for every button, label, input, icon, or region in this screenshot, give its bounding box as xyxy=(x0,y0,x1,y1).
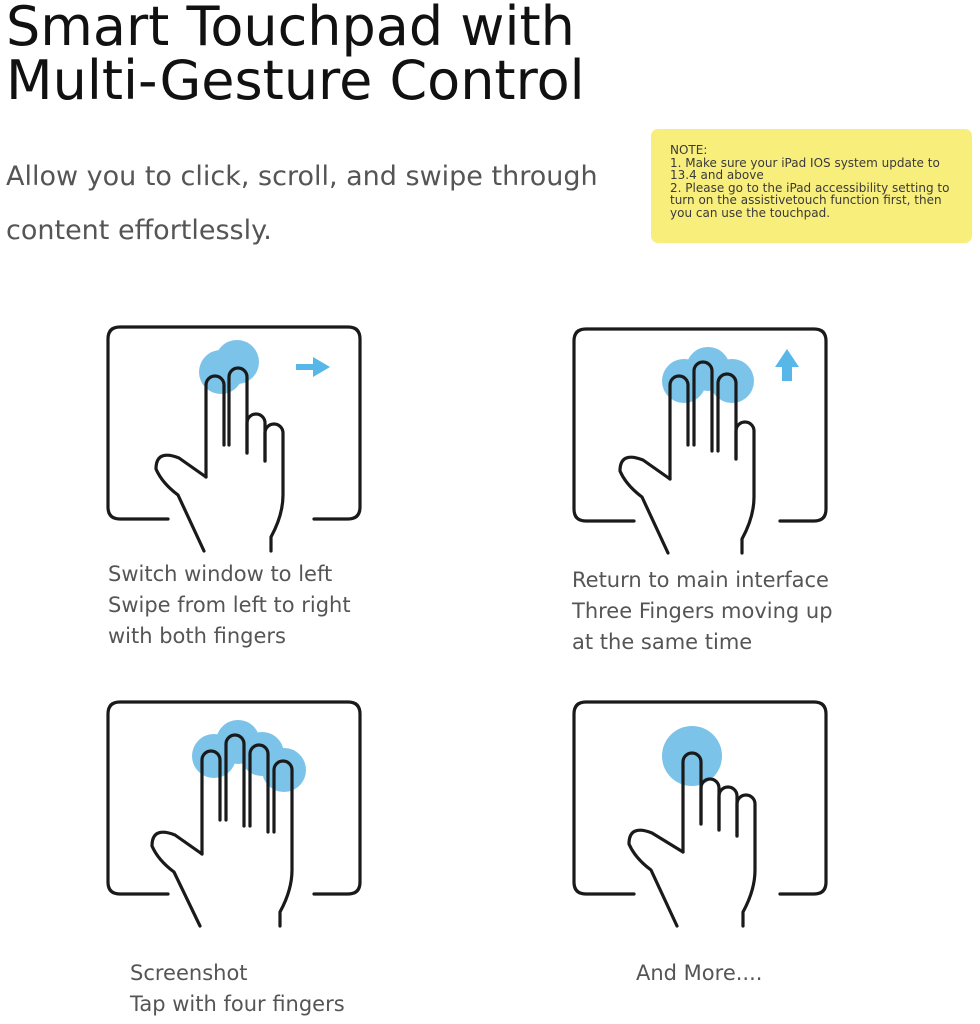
caption-return-main xyxy=(572,565,833,658)
title-line-2: Multi-Gesture Control xyxy=(6,49,585,112)
title-line-1: Smart Touchpad with xyxy=(6,0,575,58)
two-finger-swipe-icon xyxy=(106,325,362,555)
caption-switch-window xyxy=(108,559,351,652)
gesture-screenshot xyxy=(106,700,362,930)
caption-line: with both fingers xyxy=(108,624,286,648)
caption-line: Screenshot xyxy=(130,961,248,985)
caption-line: Return to main interface xyxy=(572,568,829,592)
caption-more xyxy=(636,958,762,989)
note-heading: NOTE: xyxy=(670,143,708,157)
gesture-more xyxy=(572,700,828,930)
caption-line: at the same time xyxy=(572,630,753,654)
caption-line: Three Fingers moving up xyxy=(572,599,833,623)
caption-screenshot xyxy=(130,958,345,1020)
note-box xyxy=(651,129,972,243)
caption-line: Swipe from left to right xyxy=(108,593,351,617)
four-finger-tap-icon xyxy=(106,700,362,930)
three-finger-up-icon xyxy=(572,327,828,557)
single-finger-tap-icon xyxy=(572,700,828,930)
caption-line: Tap with four fingers xyxy=(130,992,345,1016)
note-line-2: 2. Please go to the iPad accessibility setting to turn on the assistivetouch function first, then you can use the touchpad. xyxy=(670,180,950,220)
gesture-switch-window xyxy=(106,325,362,555)
gesture-return-main xyxy=(572,327,828,557)
subtitle: Allow you to click, scroll, and swipe through content effortlessly. xyxy=(6,161,598,246)
note-line-1: 1. Make sure your iPad IOS system update to 13.4 and above xyxy=(670,155,940,183)
caption-line: Switch window to left xyxy=(108,562,333,586)
page-title xyxy=(6,0,585,112)
caption-line: And More.... xyxy=(636,961,763,985)
